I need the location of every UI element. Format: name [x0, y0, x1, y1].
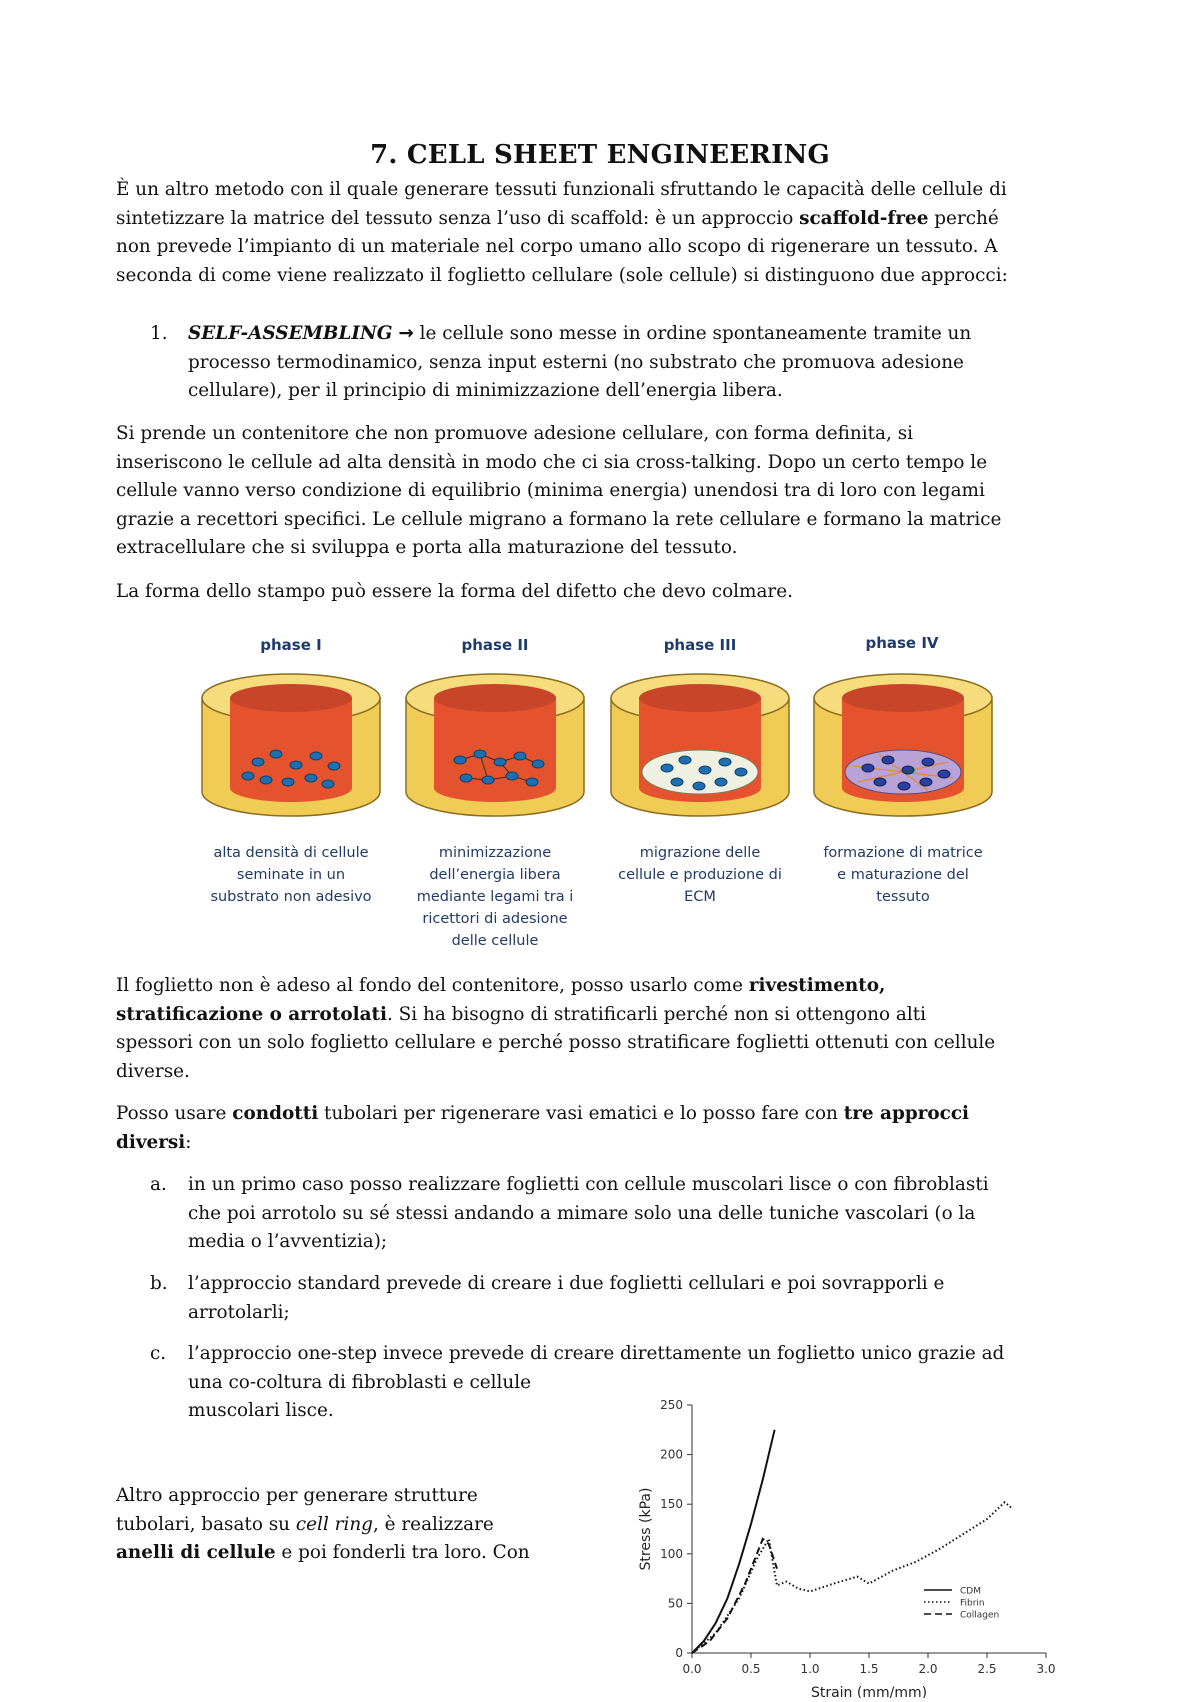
phase-2-container — [400, 670, 590, 820]
x-tick-label: 1.5 — [859, 1662, 879, 1676]
stress-strain-chart — [628, 1385, 1068, 1698]
self-assembly-description: Si prende un contenitore che non promuove adesione cellulare, con forma definita, si inseriscono le cellule ad alta densità in modo che ci sia cross-talking. Dopo un certo tempo le cellule vanno verso condizione di equilibrio (minima energia) unendosi tra di loro con legami grazie a recettori specifici. Le cellule migrano a formano la rete cellulare e formano la matrice extracellulare che si sviluppa e porta alla maturazione del tessuto. — [116, 423, 1002, 558]
y-tick-label: 50 — [667, 1596, 683, 1611]
phase-1-container — [196, 670, 386, 820]
intro-line-4: seconda di come viene realizzato il foglietto cellulare (sole cellule) si distinguono due approcci: — [116, 264, 1008, 286]
page-title: 7. CELL SHEET ENGINEERING — [370, 140, 830, 170]
x-tick-label: 0.5 — [741, 1662, 761, 1676]
y-tick-label: 0 — [675, 1646, 683, 1660]
y-tick-label: 250 — [660, 1398, 683, 1412]
legend-label-fibrin: Fibrin — [960, 1598, 985, 1609]
phase-4-caption: formazione di matrice e maturazione del tessuto — [823, 845, 983, 905]
y-axis-label: Stress (kPa) — [638, 1487, 654, 1571]
series-line-collagen — [692, 1539, 777, 1653]
phase-4-title: phase IV — [865, 634, 939, 652]
list-item-b: b. l’approccio standard prevede di creare i due foglietti cellulari e poi sovrapporli e arrotolarli; — [150, 1273, 945, 1323]
legend-label-cdm: CDM — [960, 1586, 981, 1597]
sheet-usage-paragraph: Il foglietto non è adeso al fondo del contenitore, posso usarlo come rivestimento, stratificazione o arrotolati. Si ha bisogno di stratificarli perché non si ottengono alti spessori con un solo foglietto cellulare e perché posso stratificare foglietti ottenuti con cellule diverse. — [116, 975, 996, 1082]
list-item-c: c. l’approccio one-step invece prevede di creare direttamente un foglietto unico grazie ad una co-coltura di fibroblasti e cellule muscolari lisce. — [150, 1343, 1005, 1421]
intro-paragraph — [116, 176, 1076, 290]
arrow-right-icon: → — [398, 323, 414, 344]
list-marker: 1. — [150, 323, 168, 344]
legend-label-collagen: Collagen — [960, 1610, 1000, 1621]
y-tick-label: 100 — [660, 1546, 683, 1561]
self-assembling-term: SELF-ASSEMBLING — [188, 323, 393, 344]
phase-3-container — [605, 670, 795, 820]
chart-svg — [628, 1385, 1068, 1698]
phase-1-caption: alta densità di cellule seminate in un substrato non adesivo — [210, 845, 372, 905]
y-tick-label: 150 — [660, 1497, 683, 1512]
mold-shape-sentence: La forma dello stampo può essere la forma del difetto che devo colmare. — [116, 581, 793, 602]
scaffold-free-term: scaffold-free — [799, 207, 929, 229]
x-tick-label: 2.5 — [977, 1662, 997, 1676]
x-axis-label: Strain (mm/mm) — [810, 1685, 928, 1698]
x-tick-label: 3.0 — [1036, 1662, 1056, 1676]
intro-line-1: È un altro metodo con il quale generare tessuti funzionali sfruttando le capacità delle cellule di — [116, 179, 1007, 200]
y-tick-label: 200 — [660, 1447, 683, 1462]
phase-2-caption: minimizzazione dell’energia libera mediante legami tra i ricettori di adesione delle cellule — [416, 845, 574, 949]
phase-3-caption: migrazione delle cellule e produzione di ECM — [618, 845, 782, 905]
x-tick-label: 2.0 — [918, 1662, 938, 1676]
phase-1-title: phase I — [260, 636, 322, 654]
phase-4-container — [808, 670, 998, 820]
phase-3-title: phase III — [663, 636, 737, 654]
list-item-self-assembling: 1. SELF-ASSEMBLING → le cellule sono messe in ordine spontaneamente tramite un processo termodinamico, senza input esterni (no substrato che promuova adesione cellulare), per il principio di minimizzazione dell’energia libera. — [116, 320, 1076, 406]
phase-2-title: phase II — [461, 636, 529, 654]
cell-ring-paragraph: Altro approccio per generare strutture tubolari, basato su cell ring, è realizzare anelli di cellule e poi fonderli tra loro. Con — [116, 1485, 530, 1563]
conduits-paragraph: Posso usare condotti tubolari per rigenerare vasi ematici e lo posso fare con tre approcci diversi: — [116, 1103, 970, 1153]
intro-line-2: sintetizzare la matrice del tessuto senza l’uso di scaffold: è un approccio scaffold-free perché — [116, 207, 999, 229]
series-line-fibrin — [692, 1502, 1013, 1653]
list-item-a: a. in un primo caso posso realizzare foglietti con cellule muscolari lisce o con fibroblasti che poi arrotolo su sé stessi andando a mimare solo una delle tuniche vascolari (o la media o l’avventizia); — [150, 1174, 989, 1252]
x-tick-label: 1.0 — [800, 1662, 820, 1676]
intro-line-3: non prevede l’impianto di un materiale nel corpo umano allo scopo di rigenerare un tessuto. A — [116, 236, 998, 257]
x-tick-label: 0.0 — [682, 1662, 702, 1676]
